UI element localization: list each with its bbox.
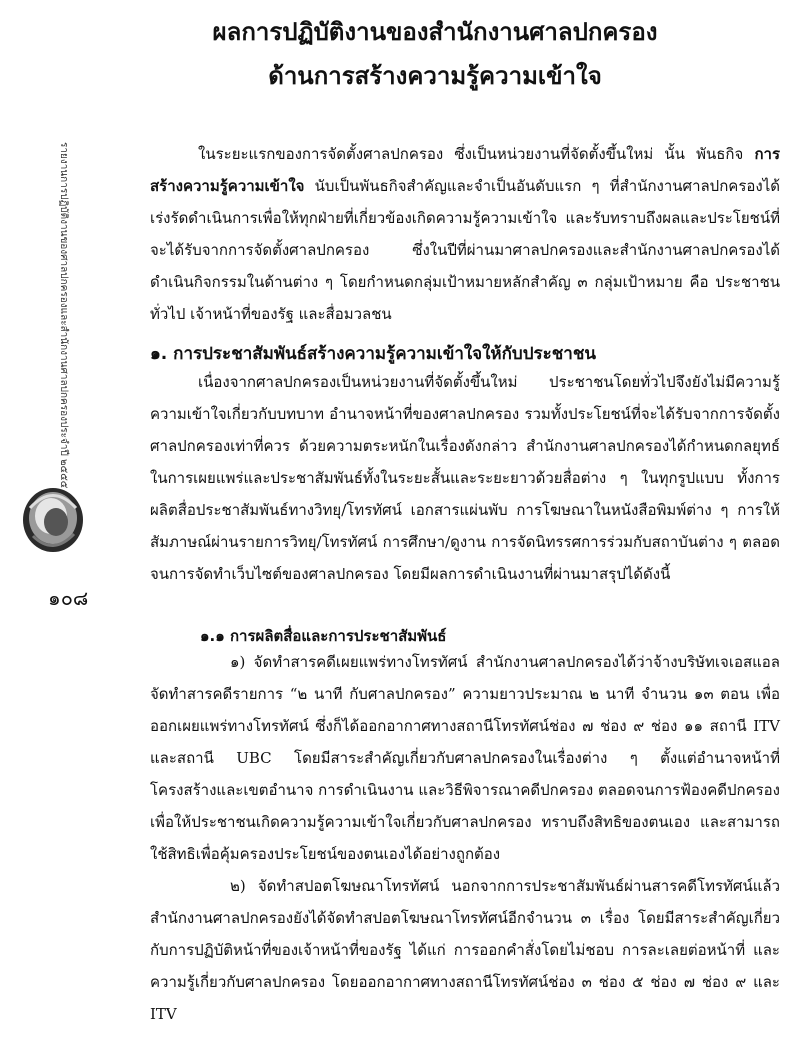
intro-text-end: นับเป็นพันธกิจสำคัญและจำเป็นอันดับแรก ๆ ที่สำนักงานศาลปกครองได้เร่งรัดดำเนินการเพื่อให้ทุกฝ่ายที่เกี่ยวข้องเกิดความรู้ความเข้าใจ และรับทราบถึงผลและประโยชน์ที่จะได้รับจากการจัดตั้งศาลปกครอง ซึ่งในปีที่ผ่านมาศาลปกครองและสำนักงานศาลปกครองได้ดำเนินกิจกรรมในด้านต่าง ๆ โดยกำหนดกลุ่มเป้าหมายหลักสำคัญ ๓ กลุ่มเป้าหมาย คือ ประชาชนทั่วไป เจ้าหน้าที่ของรัฐ และสื่อมวลชน xyxy=(150,177,780,323)
section-1-paragraph: เนื่องจากศาลปกครองเป็นหน่วยงานที่จัดตั้งขึ้นใหม่ ประชาชนโดยทั่วไปจึงยังไม่มีความรู้ความเข้าใจเกี่ยวกับบทบาท อำนาจหน้าที่ของศาลปกครอง รวมทั้งประโยชน์ที่จะได้รับจากการจัดตั้งศาลปกครองเท่าที่ควร ด้วยความตระหนักในเรื่องดังกล่าว สำนักงานศาลปกครองได้กำหนดกลยุทธ์ในการเผยแพร่และประชาสัมพันธ์ทั้งในระยะสั้นและระยะยาวด้วยสื่อต่าง ๆ ในทุกรูปแบบ ทั้งการผลิตสื่อประชาสัมพันธ์ทางวิทยุ/โทรทัศน์ เอกสารแผ่นพับ การโฆษณาในหนังสือพิมพ์ต่าง ๆ การให้สัมภาษณ์ผ่านรายการวิทยุ/โทรทัศน์ การศึกษา/ดูงาน การจัดนิทรรศการร่วมกับสถาบันต่าง ๆ ตลอดจนการจัดทำเว็บไซต์ของศาลปกครอง โดยมีผลการดำเนินงานที่ผ่านมาสรุปได้ดังนี้ xyxy=(150,373,780,583)
item-2-paragraph: ๒) จัดทำสปอตโฆษณาโทรทัศน์ นอกจากการประชาสัมพันธ์ผ่านสารคดีโทรทัศน์แล้ว สำนักงานศาลปกครองยังได้จัดทำสปอตโฆษณาโทรทัศน์อีกจำนวน ๓ เรื่อง โดยมีสาระสำคัญเกี่ยวกับการปฏิบัติหน้าที่ของเจ้าหน้าที่ของรัฐ ได้แก่ การออกคำสั่งโดยไม่ชอบ การละเลยต่อหน้าที่ และความรู้เกี่ยวกับศาลปกครอง โดยออกอากาศทางสถานีโทรทัศน์ช่อง ๓ ช่อง ๕ ช่อง ๗ ช่อง ๙ และ ITV xyxy=(150,877,780,1023)
page-header xyxy=(200,12,670,96)
intro-paragraph xyxy=(150,138,780,330)
section-1-heading: ๑. การประชาสัมพันธ์สร้างความรู้ความเข้าใจให้กับประชาชน xyxy=(150,344,597,364)
page-subtitle: ด้านการสร้างความรู้ความเข้าใจ xyxy=(268,62,602,90)
section-1-1-heading: ๑.๑ การผลิตสื่อและการประชาสัมพันธ์ xyxy=(200,627,447,645)
intro-text-start: ในระยะแรกของการจัดตั้งศาลปกครอง ซึ่งเป็นหน่วยงานที่จัดตั้งขึ้นใหม่ นั้น พันธกิจ xyxy=(198,145,755,163)
page-title: ผลการปฏิบัติงานของสำนักงานศาลปกครอง xyxy=(212,18,658,46)
section-1-1-body xyxy=(150,646,780,1030)
section-1-body xyxy=(150,366,780,590)
report-running-title: รายงานการปฏิบัติงานของศาลปกครองและสำนักงานศาลปกครองประจำปี ๒๕๕๕ xyxy=(58,142,69,489)
intro-emphasis: การสร้างความรู้ความเข้าใจ xyxy=(150,145,780,195)
intro-section xyxy=(150,138,780,330)
decorative-ring-emblem xyxy=(18,478,88,558)
item-1-paragraph: ๑) จัดทำสารคดีเผยแพร่ทางโทรทัศน์ สำนักงานศาลปกครองได้ว่าจ้างบริษัทเจเอสแอล จัดทำสารคดีรายการ “๒ นาที กับศาลปกครอง” ความยาวประมาณ ๒ นาที จำนวน ๑๓ ตอน เพื่อออกเผยแพร่ทางโทรทัศน์ ซึ่งก็ได้ออกอากาศทางสถานีโทรทัศน์ช่อง ๗ ช่อง ๙ ช่อง ๑๑ สถานี ITV และสถานี UBC โดยมีสาระสำคัญเกี่ยวกับศาลปกครองในเรื่องต่าง ๆ ตั้งแต่อำนาจหน้าที่ โครงสร้างและเขตอำนาจ การดำเนินงาน และวิธีพิจารณาคดีปกครอง ตลอดจนการฟ้องคดีปกครอง เพื่อให้ประชาชนเกิดความรู้ความเข้าใจเกี่ยวกับศาลปกครอง ทราบถึงสิทธิของตนเอง และสามารถใช้สิทธิเพื่อคุ้มครองประโยชน์ของตนเองได้อย่างถูกต้อง xyxy=(150,653,780,863)
page-number: ๑๐๘ xyxy=(48,586,89,610)
